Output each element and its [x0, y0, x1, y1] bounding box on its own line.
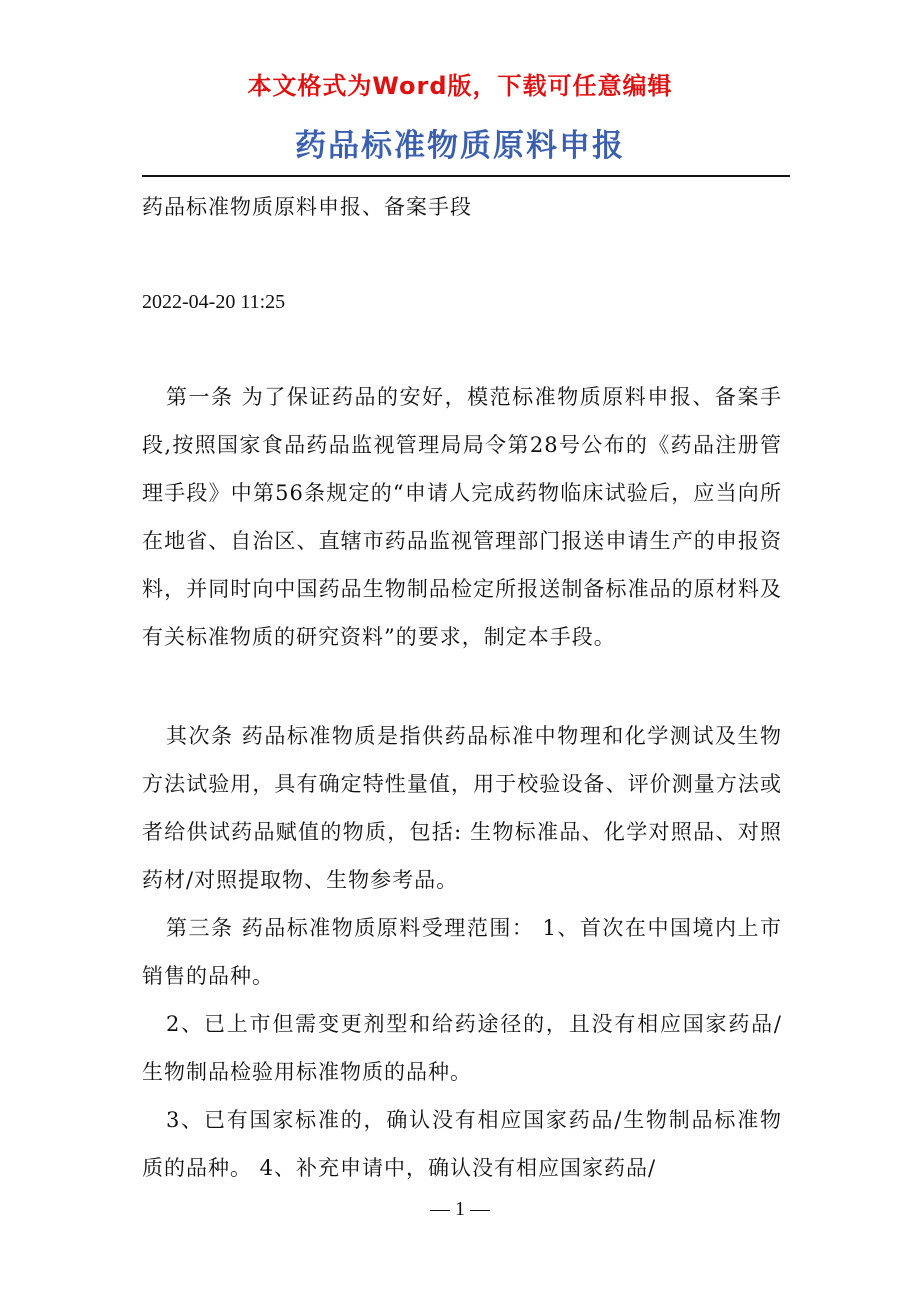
paragraph-article-2: 其次条 药品标准物质是指供药品标准中物理和化学测试及生物方法试验用，具有确定特性量值，用于校验设备、评价测量方法或者给供试药品赋值的物质，包括: 生物标准品、化学对照品、对照药材/对照提取物、生物参考品。 — [142, 724, 782, 892]
paragraph-article-1: 第一条 为了保证药品的安好，模范标准物质原料申报、备案手段,按照国家食品药品监视管理局局令第28号公布的《药品注册管理手段》中第56条规定的“申请人完成药物临床试验后，应当向所在地省、自治区、直辖市药品监视管理部门报送申请生产的申报资料，并同时向中国药品生物制品检定所报送制备标准品的原材料及有关标准物质的研究资料”的要求，制定本手段。 — [142, 385, 782, 649]
publish-date: 2022-04-20 11:25 — [142, 291, 286, 313]
document-title: 药品标准物质原料申报 — [295, 128, 625, 164]
paragraph-article-3: 第三条 药品标准物质原料受理范围： 1、首次在中国境内上市销售的品种。 — [142, 916, 782, 988]
page-number: — 1 — — [430, 1198, 490, 1220]
document-subtitle: 药品标准物质原料申报、备案手段 — [142, 195, 472, 219]
download-banner: 本文格式为Word版，下载可任意编辑 — [247, 72, 673, 100]
title-divider — [142, 175, 790, 177]
paragraph-item-3: 3、已有国家标准的，确认没有相应国家药品/生物制品标准物质的品种。 4、补充申请中，确认没有相应国家药品/ — [142, 1108, 782, 1180]
paragraph-item-2: 2、已上市但需变更剂型和给药途径的，且没有相应国家药品/生物制品检验用标准物质的品种。 — [142, 1012, 782, 1084]
